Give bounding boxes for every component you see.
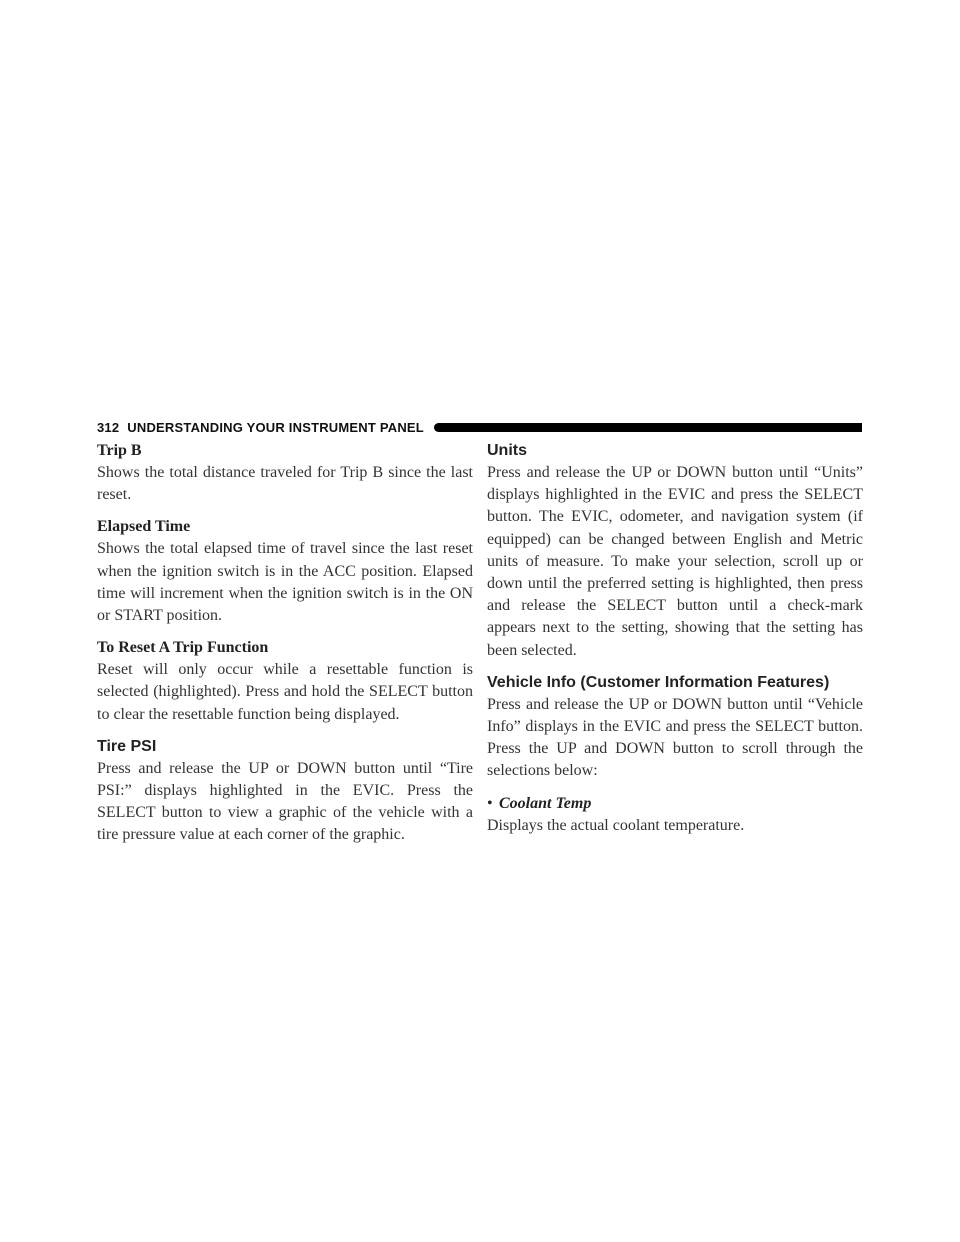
- reset-trip-body: Reset will only occur while a resettable function is selected (highlighted). Press and hold the SELECT button to clear the resettable function being displayed.: [97, 661, 473, 723]
- page-header: [97, 419, 862, 435]
- coolant-temp-label: Coolant Temp: [499, 794, 592, 812]
- vehicle-info-heading: Vehicle Info (Customer Information Features): [487, 673, 830, 691]
- units-heading: Units: [487, 442, 527, 459]
- left-column: [97, 440, 473, 857]
- tire-psi-body: Press and release the UP or DOWN button until “Tire PSI:” displays highlighted in the EVIC. Press the SELECT button to view a graphic of the vehicle with a tire pressure value at each corner of the graphic.: [97, 759, 473, 844]
- elapsed-time-body: Shows the total elapsed time of travel since the last reset when the ignition switch is in the ACC position. Elapsed time will increment when the ignition switch is in the ON or START position.: [97, 540, 473, 625]
- trip-b-body: Shows the total distance traveled for Trip B since the last reset.: [97, 464, 473, 504]
- elapsed-time-heading: Elapsed Time: [97, 518, 191, 536]
- right-column: [487, 440, 863, 847]
- reset-trip-heading: To Reset A Trip Function: [97, 639, 269, 657]
- header-rule: [434, 423, 862, 432]
- units-body: Press and release the UP or DOWN button until “Units” displays highlighted in the EVIC and press the SELECT button. The EVIC, odometer, and navigation system (if equipped) can be changed between English and Metric units of measure. To make your selection, scroll up or down until the preferred setting is highlighted, then press and release the SELECT button until a check-mark appears next to the setting, showing that the setting has been selected.: [487, 464, 863, 659]
- page-number: 312: [97, 419, 120, 435]
- coolant-temp-item: [487, 793, 863, 815]
- trip-b-heading: Trip B: [97, 442, 142, 459]
- tire-psi-heading: Tire PSI: [97, 737, 157, 755]
- coolant-temp-body: Displays the actual coolant temperature.: [487, 816, 745, 834]
- vehicle-info-body: Press and release the UP or DOWN button until “Vehicle Info” displays in the EVIC and press the SELECT button. Press the UP and DOWN button to scroll through the selections below:: [487, 695, 863, 780]
- bullet-glyph: •: [487, 794, 493, 812]
- section-title: UNDERSTANDING YOUR INSTRUMENT PANEL: [127, 419, 424, 435]
